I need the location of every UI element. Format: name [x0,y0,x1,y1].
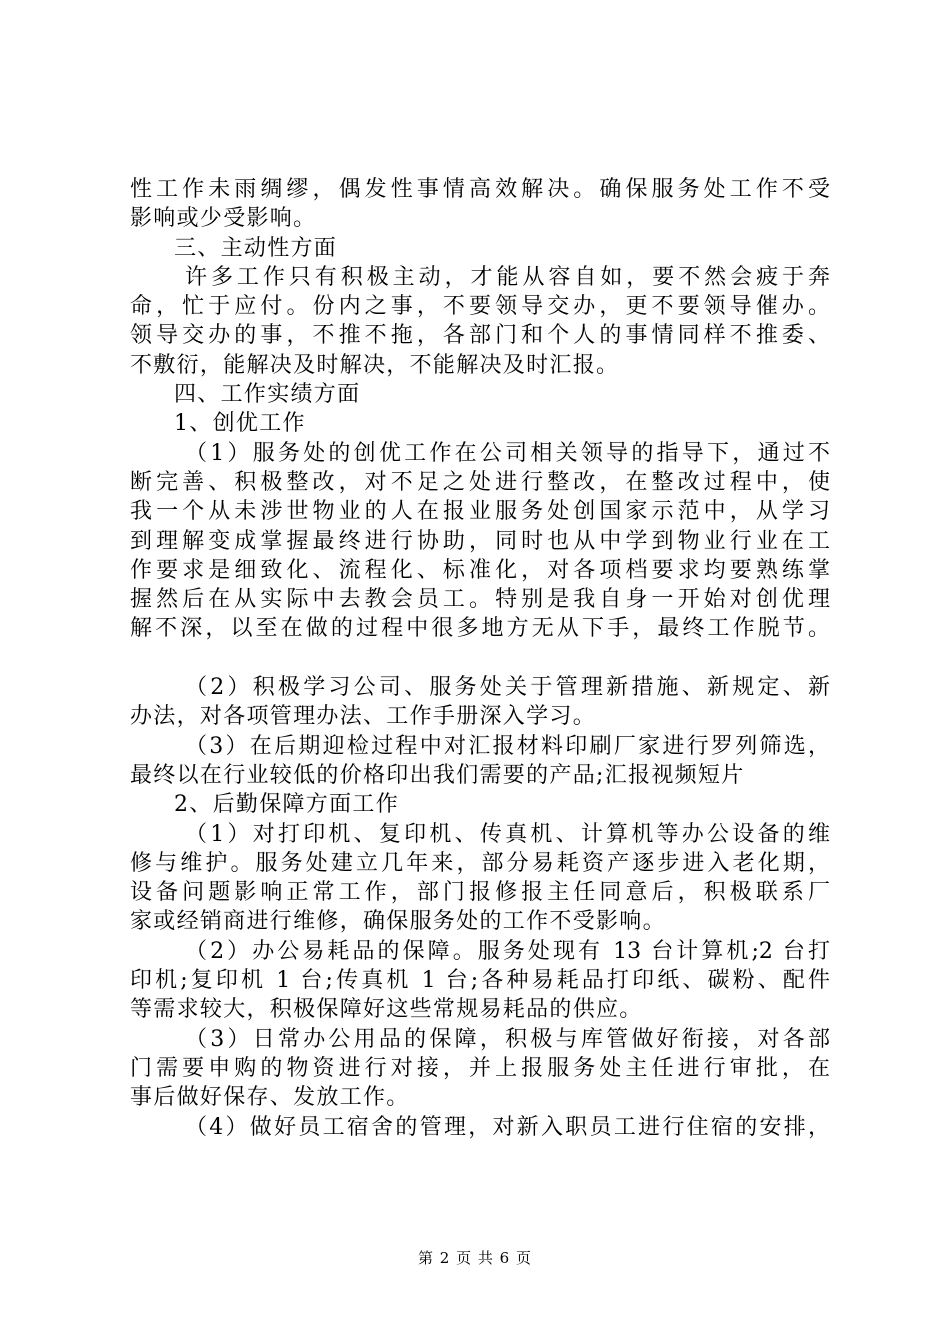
subsection-heading: 1、创优工作 [174,411,306,437]
text-line: 不敷衍，能解决及时解决，不能解决及时汇报。 [130,352,620,378]
text-line: 性工作未雨绸缪，偶发性事情高效解决。确保服务处工作不受 [130,177,830,202]
text-line: 事后做好保存、发放工作。 [130,1085,410,1111]
text-line: 影响或少受影响。 [130,206,317,232]
text-line: （1）服务处的创优工作在公司相关领导的指导下，通过不 [185,440,830,466]
text-line: 设备问题影响正常工作，部门报修报主任同意后，积极联系厂 [130,880,830,906]
section-heading: 三、主动性方面 [174,235,338,261]
text-line: 印机;复印机 1 台;传真机 1 台;各种易耗品打印纸、碳粉、配件 [130,968,830,994]
text-line: 到理解变成掌握最终进行协助，同时也从中学到物业行业在工 [130,528,830,554]
text-line: 断完善、积极整改，对不足之处进行整改，在整改过程中，使 [130,469,830,495]
text-line: （1）对打印机、复印机、传真机、计算机等办公设备的维 [185,821,830,847]
document-body [130,175,830,1142]
text-line: 握然后在从实际中去教会员工。特别是我自身一开始对创优理 [130,587,830,613]
text-line: 等需求较大，积极保障好这些常规易耗品的供应。 [130,997,643,1023]
text-line: 修与维护。服务处建立几年来，部分易耗资产逐步进入老化期， [130,850,830,876]
text-line: 命，忙于应付。份内之事，不要领导交办，更不要领导催办。 [130,294,830,320]
page-number-label: 第 2 页 共 6 页 [418,1249,532,1267]
subsection-heading: 2、后勤保障方面工作 [174,792,399,818]
text-line: 解不深，以至在做的过程中很多地方无从下手，最终工作脱节。 [130,616,830,642]
text-line: 作要求是细致化、流程化、标准化，对各项档要求均要熟练掌 [130,557,830,583]
text-line: 门需要申购的物资进行对接，并上报服务处主任进行审批，在 [130,1055,830,1081]
text-line: （4）做好员工宿舍的管理，对新入职员工进行住宿的安排， [185,1114,830,1140]
text-line: 许多工作只有积极主动，才能从容自如，要不然会疲于奔 [185,264,830,290]
text-line: 办法，对各项管理办法、工作手册深入学习。 [130,704,597,730]
text-line: （3）在后期迎检过程中对汇报材料印刷厂家进行罗列筛选， [185,733,830,759]
section-heading: 四、工作实绩方面 [174,382,361,408]
page-footer [0,1248,950,1268]
text-line: 最终以在行业较低的价格印出我们需要的产品;汇报视频短片 [130,762,745,788]
text-line: 我一个从未涉世物业的人在报业服务处创国家示范中，从学习 [130,499,830,525]
text-line: （2）积极学习公司、服务处关于管理新措施、新规定、新 [185,675,830,701]
text-line: （3）日常办公用品的保障，积极与库管做好衔接，对各部 [185,1026,830,1052]
text-line: （2）办公易耗品的保障。服务处现有 13 台计算机;2 台打 [185,938,830,964]
blank-line [130,644,830,673]
text-line: 领导交办的事，不推不拖，各部门和个人的事情同样不推委、 [130,323,830,349]
text-line: 家或经销商进行维修，确保服务处的工作不受影响。 [130,909,666,935]
